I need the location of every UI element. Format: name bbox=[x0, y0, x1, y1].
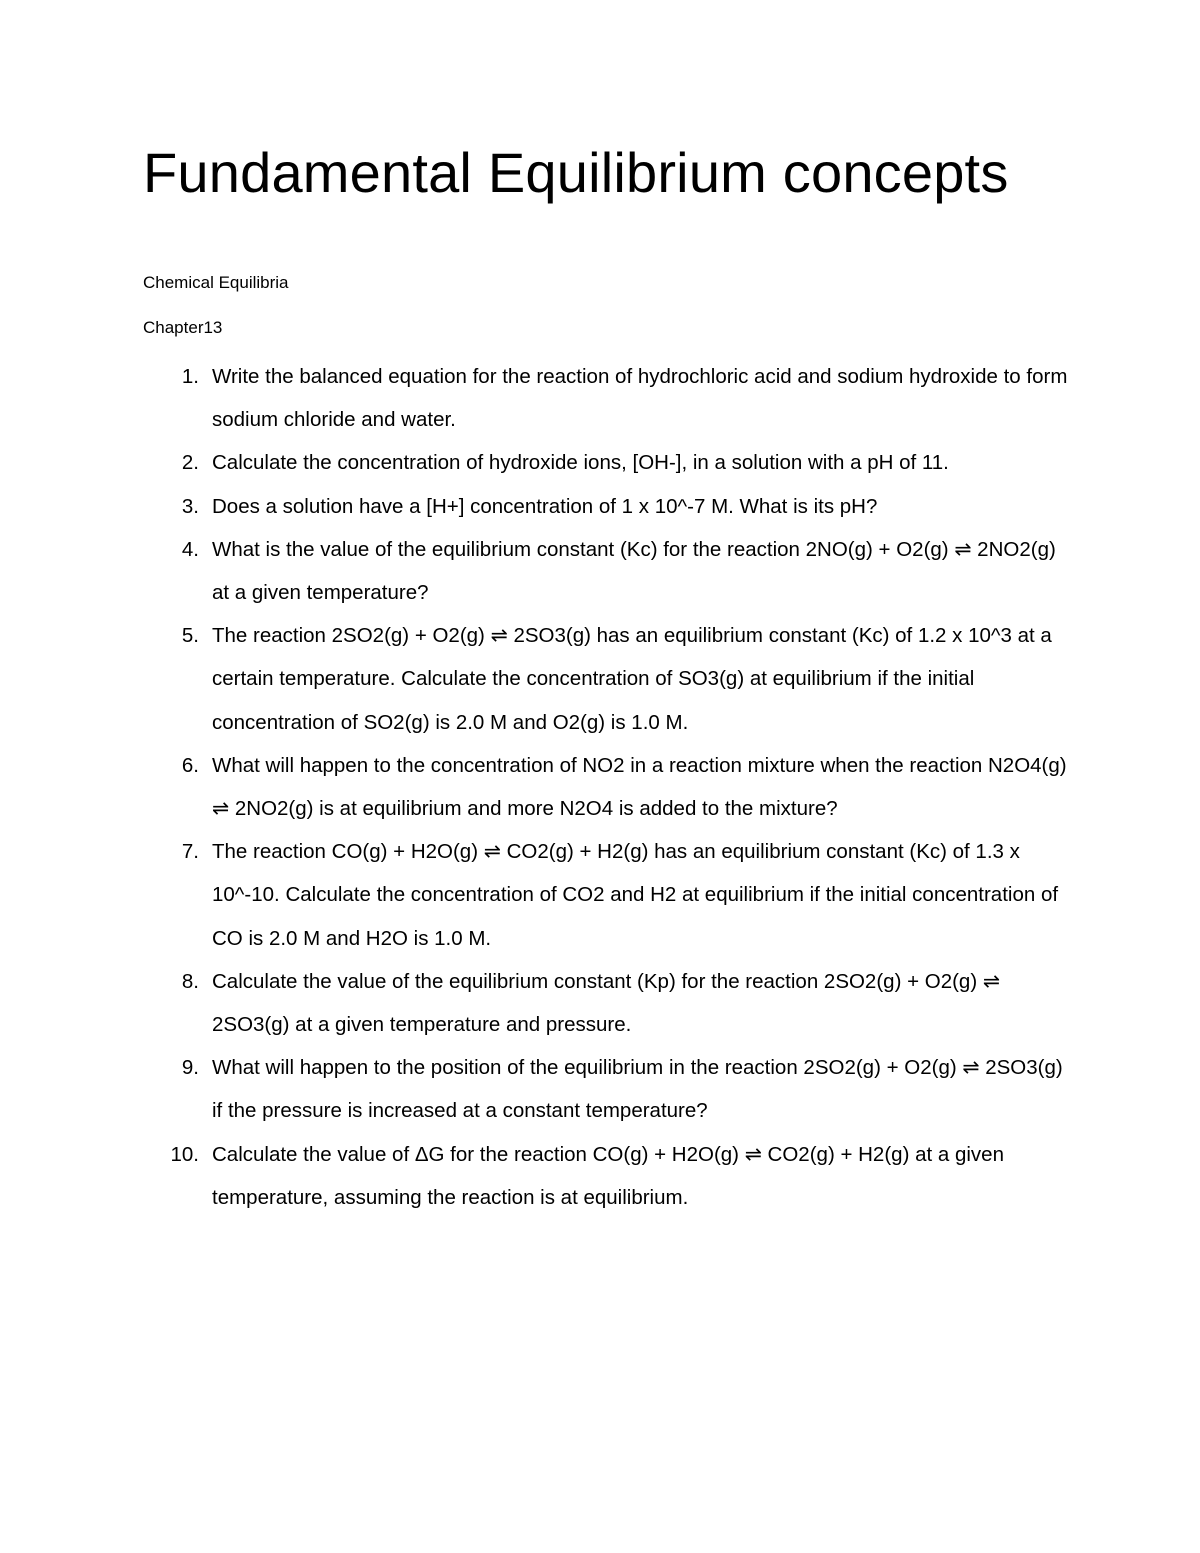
question-item bbox=[143, 744, 1073, 830]
question-text: What is the value of the equilibrium constant (Kc) for the reaction 2NO(g) + O2(g) ⇌ 2NO2(g) at a given temperature? bbox=[212, 537, 1056, 605]
question-text: Calculate the value of ΔG for the reaction CO(g) + H2O(g) ⇌ CO2(g) + H2(g) at a given temperature, assuming the reaction is at equilibrium. bbox=[212, 1142, 1004, 1209]
question-number: 10. bbox=[170, 1142, 199, 1166]
question-text: What will happen to the concentration of NO2 in a reaction mixture when the reaction N2O4(g) ⇌ 2NO2(g) is at equilibrium and more N2O4 is added to the mixture? bbox=[212, 753, 1067, 821]
question-number: 1. bbox=[181, 365, 199, 388]
page-title: Fundamental Equilibrium concepts bbox=[143, 141, 1009, 204]
question-number: 4. bbox=[181, 537, 199, 561]
question-number: 2. bbox=[181, 451, 199, 475]
question-number: 8. bbox=[181, 969, 199, 993]
question-text: Write the balanced equation for the reaction of hydrochloric acid and sodium hydroxide to form sodium chloride and water. bbox=[212, 365, 1068, 432]
question-list bbox=[143, 355, 1073, 1219]
question-number: 7. bbox=[181, 840, 199, 864]
question-item bbox=[143, 1046, 1073, 1132]
question-item bbox=[143, 485, 1073, 528]
question-text: What will happen to the position of the equilibrium in the reaction 2SO2(g) + O2(g) ⇌ 2SO3(g) if the pressure is increased at a constant temperature? bbox=[212, 1056, 1063, 1123]
question-number: 5. bbox=[181, 624, 199, 648]
question-item bbox=[143, 441, 1073, 484]
chapter-label: Chapter13 bbox=[143, 318, 223, 337]
question-text: The reaction 2SO2(g) + O2(g) ⇌ 2SO3(g) has an equilibrium constant (Kc) of 1.2 x 10^3 at a certain temperature. Calculate the concentration of SO3(g) at equilibrium if the initial concentration of SO2(g) is 2.0 M and O2(g) is 1.0 M. bbox=[212, 624, 1052, 734]
page-subtitle: Chemical Equilibria bbox=[143, 273, 289, 292]
question-number: 6. bbox=[181, 753, 199, 777]
question-item bbox=[143, 1133, 1073, 1219]
question-item bbox=[143, 355, 1073, 441]
question-text: Calculate the concentration of hydroxide ions, [OH-], in a solution with a pH of 11. bbox=[212, 451, 949, 475]
question-number: 9. bbox=[181, 1056, 199, 1080]
question-text: Calculate the value of the equilibrium constant (Kp) for the reaction 2SO2(g) + O2(g) ⇌ 2SO3(g) at a given temperature and pressure. bbox=[212, 969, 1001, 1037]
question-number: 3. bbox=[181, 494, 199, 518]
question-item bbox=[143, 960, 1073, 1046]
question-item bbox=[143, 614, 1073, 744]
question-text: Does a solution have a [H+] concentration of 1 x 10^-7 M. What is its pH? bbox=[212, 494, 878, 518]
question-text: The reaction CO(g) + H2O(g) ⇌ CO2(g) + H2(g) has an equilibrium constant (Kc) of 1.3 x 10^-10. Calculate the concentration of CO2 and H2 at equilibrium if the initial concentration of CO is 2.0 M and H2O is 1.0 M. bbox=[212, 840, 1059, 950]
question-item bbox=[143, 830, 1073, 960]
question-item bbox=[143, 528, 1073, 614]
